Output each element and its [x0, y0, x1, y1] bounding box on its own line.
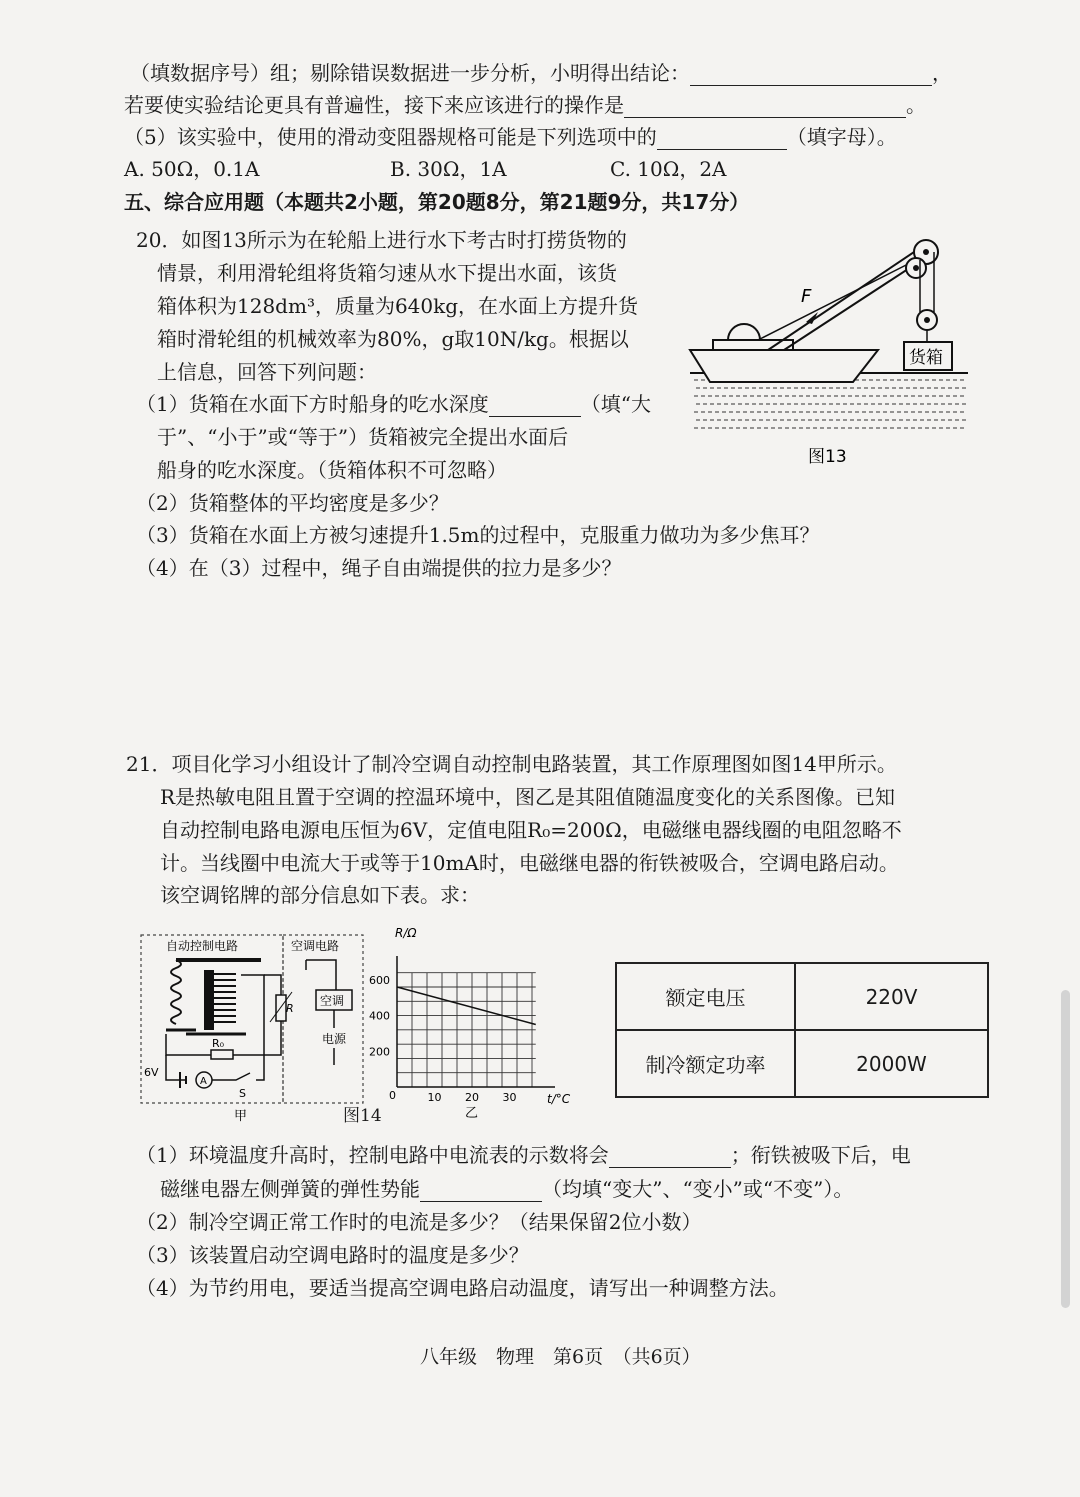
x-tick-label: 10 [427, 1091, 442, 1104]
q19-line-1: （填数据序号）组；剔除错误数据进一步分析，小明得出结论： ， [130, 61, 952, 85]
chart-ticks [369, 974, 517, 1104]
y-tick-label: 200 [369, 1045, 390, 1059]
answer-blank [690, 65, 932, 86]
q20-part-1-line-3: 船身的吃水深度。（货箱体积不可忽略） [157, 458, 507, 482]
table-cell-value: 220V [795, 963, 988, 1030]
q19-line-2: 若要使实验结论更具有普遍性，接下来应该进行的操作是 。 [124, 93, 926, 117]
q20-part-1-line-2: 于”、“小于”或“等于”）货箱被完全提出水面后 [157, 425, 569, 449]
scrollbar[interactable] [1061, 990, 1070, 1308]
q20-line-2: 情景，利用滑轮组将货箱匀速从水下提出水面，该货 [157, 261, 617, 285]
switch-label: S [239, 1087, 246, 1100]
series-line [397, 987, 536, 1025]
power-source-label: 电源 [322, 1032, 347, 1046]
x-tick-label: 30 [502, 1091, 517, 1104]
y-tick-label: 400 [369, 1009, 390, 1023]
q20-part-1: （1）货箱在水面下方时船身的吃水深度 （填“大 [136, 392, 651, 416]
chart-series [397, 987, 536, 1025]
switch [212, 1073, 250, 1080]
q20-part-2: （2）货箱整体的平均密度是多少？ [136, 491, 449, 515]
table-row [616, 963, 988, 1030]
table-cell-label: 制冷额定功率 [616, 1030, 795, 1097]
figure-13-caption: 图13 [808, 447, 847, 467]
q21-line-2: R是热敏电阻且置于空调的控温环境中，图乙是其阻值随温度变化的关系图像。已知 [160, 785, 896, 809]
figure-13-ship-crane [688, 232, 973, 472]
q21-part-2: （2）制冷空调正常工作时的电流是多少？（结果保留2位小数） [136, 1210, 702, 1234]
force-label: F [801, 286, 812, 307]
voltage-label: 6V [144, 1066, 159, 1079]
q21-line-4: 计。当线圈中电流大于或等于10mA时，电磁继电器的衔铁被吸合，空调电路启动。 [160, 851, 899, 875]
page-footer: 八年级 物理 第6页 （共6页） [420, 1346, 701, 1368]
ac-circuit-label: 空调电路 [291, 939, 340, 953]
q20-part-4: （4）在（3）过程中，绳子自由端提供的拉力是多少？ [136, 556, 622, 580]
q21-part-3: （3）该装置启动空调电路时的温度是多少？ [136, 1243, 529, 1267]
q19-part-5: （5）该实验中，使用的滑动变阻器规格可能是下列选项中的 （填字母）。 [124, 125, 897, 149]
y-tick-label: 600 [369, 973, 390, 987]
figure-14-caption: 图14 [343, 1106, 382, 1126]
nameplate-table [615, 962, 989, 1098]
control-circuit-label: 自动控制电路 [166, 939, 239, 953]
table-cell-label: 额定电压 [616, 963, 795, 1030]
r0-label: R₀ [212, 1037, 225, 1050]
y-axis-label: R/Ω [395, 926, 417, 940]
q20-line-4: 箱时滑轮组的机械效率为80%，g取10N/kg。根据以 [157, 327, 629, 351]
figure-yi-label: 乙 [465, 1106, 479, 1121]
answer-blank [624, 97, 906, 118]
crane-arm [768, 244, 926, 350]
resistor-r0 [211, 1050, 233, 1059]
answer-blank [489, 396, 581, 417]
spring [171, 960, 181, 1024]
origin-label: 0 [389, 1089, 396, 1102]
figure-14-circuit [136, 930, 368, 1125]
winch [728, 324, 760, 340]
q21-line-3: 自动控制电路电源电压恒为6V，定值电阻R₀=200Ω，电磁继电器线圈的电阻忽略不 [160, 818, 902, 842]
chart-grid [397, 973, 536, 1087]
cargo-box-label: 货箱 [909, 348, 943, 368]
thermistor-r [276, 995, 286, 1021]
q21-part-4: （4）为节约用电，要适当提高空调电路启动温度，请写出一种调整方法。 [136, 1276, 789, 1300]
q21-part-1: （1）环境温度升高时，控制电路中电流表的示数将会 ；衔铁被吸下后，电 [136, 1143, 911, 1167]
table-cell-value: 2000W [795, 1030, 988, 1097]
water-hatching [694, 380, 966, 428]
q21-part-1-line-2: 磁继电器左侧弹簧的弹性势能 （均填“变大”、“变小”或“不变”）。 [160, 1177, 854, 1201]
option-a: A. 50Ω，0.1A [124, 157, 260, 181]
q20-line-1: 20．如图13所示为在轮船上进行水下考古时打捞货物的 [136, 228, 627, 252]
q20-line-3: 箱体积为128dm³，质量为640kg，在水面上方提升货 [157, 294, 639, 318]
answer-blank [657, 129, 787, 150]
option-c: C. 10Ω，2A [610, 157, 727, 181]
ac-unit-label: 空调 [320, 994, 345, 1008]
answer-blank [609, 1147, 731, 1168]
thermistor-label: R [286, 1002, 294, 1015]
section-heading: 五、综合应用题（本题共2小题，第20题8分，第21题9分，共17分） [124, 190, 750, 214]
x-tick-label: 20 [465, 1091, 479, 1104]
q20-line-5: 上信息，回答下列问题： [157, 360, 377, 384]
table-row [616, 1030, 988, 1097]
x-axis-label: t/°C [547, 1092, 571, 1106]
q21-line-1: 21．项目化学习小组设计了制冷空调自动控制电路装置，其工作原理图如图14甲所示。 [126, 752, 897, 776]
rope [758, 260, 916, 340]
q21-line-5: 该空调铭牌的部分信息如下表。求： [160, 883, 480, 907]
coil [214, 974, 236, 1022]
ship-hull [690, 350, 878, 382]
option-b: B. 30Ω，1A [390, 157, 507, 181]
figure-14-chart [365, 925, 580, 1125]
ammeter-label: A [200, 1076, 207, 1087]
figure-jia-label: 甲 [234, 1109, 248, 1124]
iron-core [204, 970, 214, 1030]
answer-blank [420, 1181, 542, 1202]
q20-part-3: （3）货箱在水面上方被匀速提升1.5m的过程中，克服重力做功为多少焦耳？ [136, 523, 820, 547]
